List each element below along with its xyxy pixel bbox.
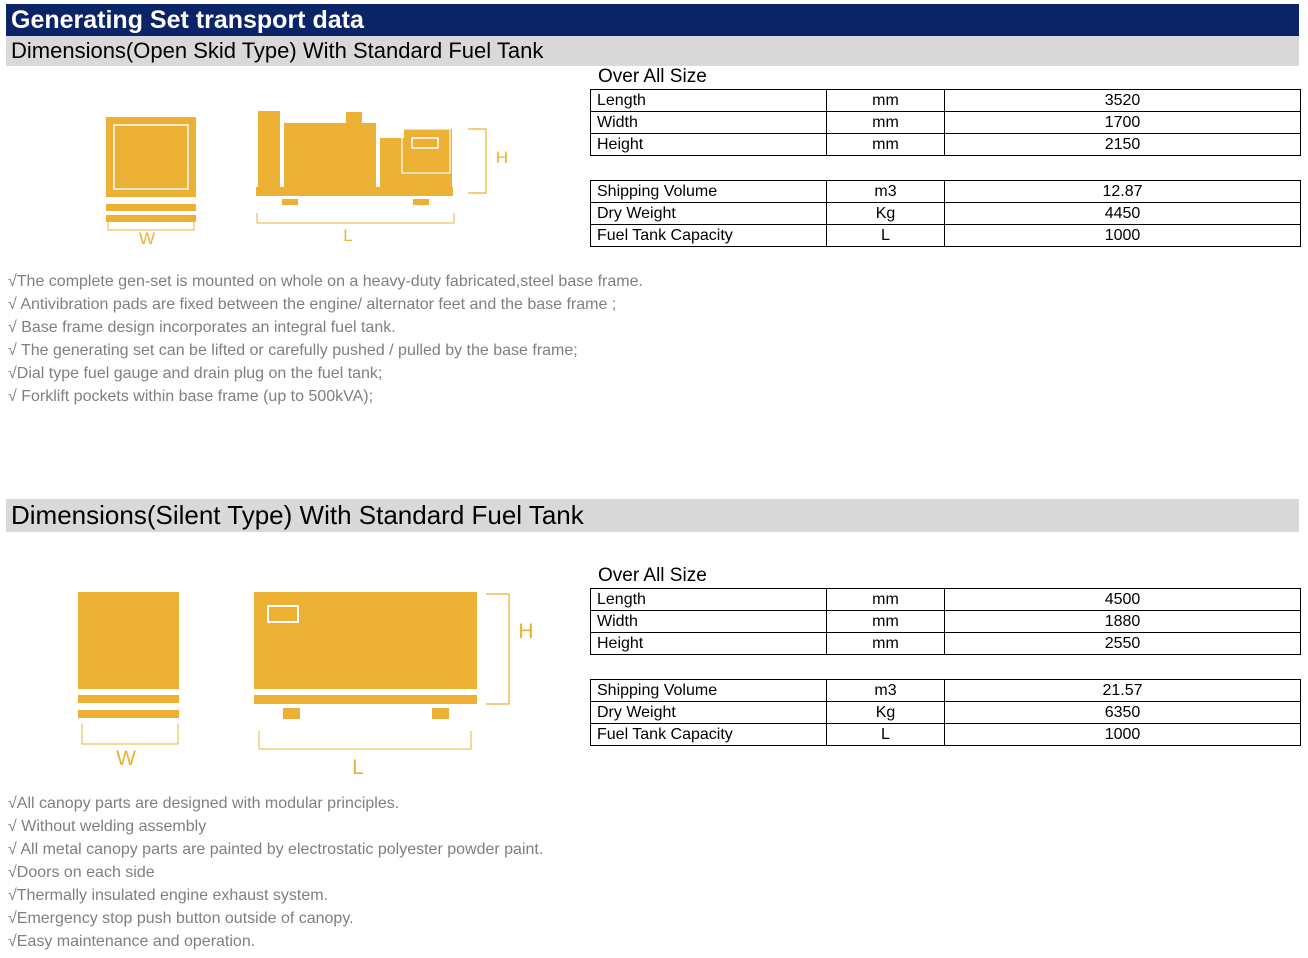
silent-side-diagram xyxy=(248,585,548,780)
row-label: Length xyxy=(591,589,827,611)
table-row xyxy=(591,611,1301,633)
row-value: 1000 xyxy=(945,724,1301,746)
row-value: 4450 xyxy=(945,203,1301,225)
row-label: Length xyxy=(591,90,827,112)
table-row xyxy=(591,112,1301,134)
row-unit: L xyxy=(827,225,945,247)
row-label: Dry Weight xyxy=(591,702,827,724)
open-skid-front-diagram xyxy=(100,110,210,250)
row-value: 4500 xyxy=(945,589,1301,611)
open-skid-side-diagram xyxy=(250,105,520,250)
height-label: H xyxy=(518,620,534,643)
list-item: √ The generating set can be lifted or carefully pushed / pulled by the base frame; xyxy=(8,342,578,359)
table-row xyxy=(591,181,1301,203)
list-item: √ Without welding assembly xyxy=(8,818,207,835)
row-value: 3520 xyxy=(945,90,1301,112)
row-unit: m3 xyxy=(827,680,945,702)
row-value: 1700 xyxy=(945,112,1301,134)
row-value: 12.87 xyxy=(945,181,1301,203)
row-label: Shipping Volume xyxy=(591,680,827,702)
shipping-table xyxy=(590,180,1301,247)
table-row xyxy=(591,203,1301,225)
row-unit: L xyxy=(827,724,945,746)
table-row xyxy=(591,702,1301,724)
feature-list-open-skid xyxy=(8,270,643,408)
table-row xyxy=(591,589,1301,611)
row-unit: mm xyxy=(827,134,945,156)
row-label: Fuel Tank Capacity xyxy=(591,724,827,746)
row-value: 1880 xyxy=(945,611,1301,633)
overall-size-label: Over All Size xyxy=(598,66,707,87)
list-item: √ Antivibration pads are fixed between the engine/ alternator feet and the base frame ; xyxy=(8,296,617,313)
row-label: Height xyxy=(591,134,827,156)
row-unit: mm xyxy=(827,112,945,134)
row-unit: mm xyxy=(827,90,945,112)
row-unit: mm xyxy=(827,633,945,655)
table-row xyxy=(591,724,1301,746)
row-label: Shipping Volume xyxy=(591,181,827,203)
row-value: 21.57 xyxy=(945,680,1301,702)
table-row xyxy=(591,225,1301,247)
width-label: W xyxy=(138,229,156,248)
row-value: 2150 xyxy=(945,134,1301,156)
row-unit: mm xyxy=(827,589,945,611)
feature-list-silent xyxy=(8,792,543,953)
row-unit: Kg xyxy=(827,203,945,225)
list-item: √Emergency stop push button outside of canopy. xyxy=(8,910,354,927)
table-row xyxy=(591,90,1301,112)
page-title: Generating Set transport data xyxy=(6,4,1299,36)
overall-size-label: Over All Size xyxy=(598,565,707,586)
row-value: 2550 xyxy=(945,633,1301,655)
table-row xyxy=(591,680,1301,702)
list-item: √ Base frame design incorporates an integral fuel tank. xyxy=(8,319,396,336)
section-heading-silent: Dimensions(Silent Type) With Standard Fuel Tank xyxy=(6,499,1299,532)
section-heading-open-skid: Dimensions(Open Skid Type) With Standard Fuel Tank xyxy=(6,36,1299,66)
list-item: √Doors on each side xyxy=(8,864,155,881)
list-item: √ All metal canopy parts are painted by electrostatic polyester powder paint. xyxy=(8,841,544,858)
list-item: √All canopy parts are designed with modular principles. xyxy=(8,795,400,812)
list-item: √The complete gen-set is mounted on whole on a heavy-duty fabricated,steel base frame. xyxy=(8,273,643,290)
row-unit: Kg xyxy=(827,702,945,724)
list-item: √Easy maintenance and operation. xyxy=(8,933,256,950)
height-label: H xyxy=(495,148,509,167)
size-table xyxy=(590,89,1301,156)
row-label: Dry Weight xyxy=(591,203,827,225)
table-row xyxy=(591,134,1301,156)
length-label: L xyxy=(343,226,353,245)
size-table xyxy=(590,588,1301,655)
row-label: Height xyxy=(591,633,827,655)
table-row xyxy=(591,633,1301,655)
row-label: Width xyxy=(591,611,827,633)
list-item: √Dial type fuel gauge and drain plug on the fuel tank; xyxy=(8,365,383,382)
row-label: Fuel Tank Capacity xyxy=(591,225,827,247)
width-label: W xyxy=(116,747,136,770)
row-value: 1000 xyxy=(945,225,1301,247)
shipping-table xyxy=(590,679,1301,746)
list-item: √Thermally insulated engine exhaust system. xyxy=(8,887,329,904)
list-item: √ Forklift pockets within base frame (up to 500kVA); xyxy=(8,388,374,405)
silent-front-diagram xyxy=(72,585,187,770)
row-unit: mm xyxy=(827,611,945,633)
row-unit: m3 xyxy=(827,181,945,203)
row-value: 6350 xyxy=(945,702,1301,724)
row-label: Width xyxy=(591,112,827,134)
length-label: L xyxy=(352,756,364,779)
